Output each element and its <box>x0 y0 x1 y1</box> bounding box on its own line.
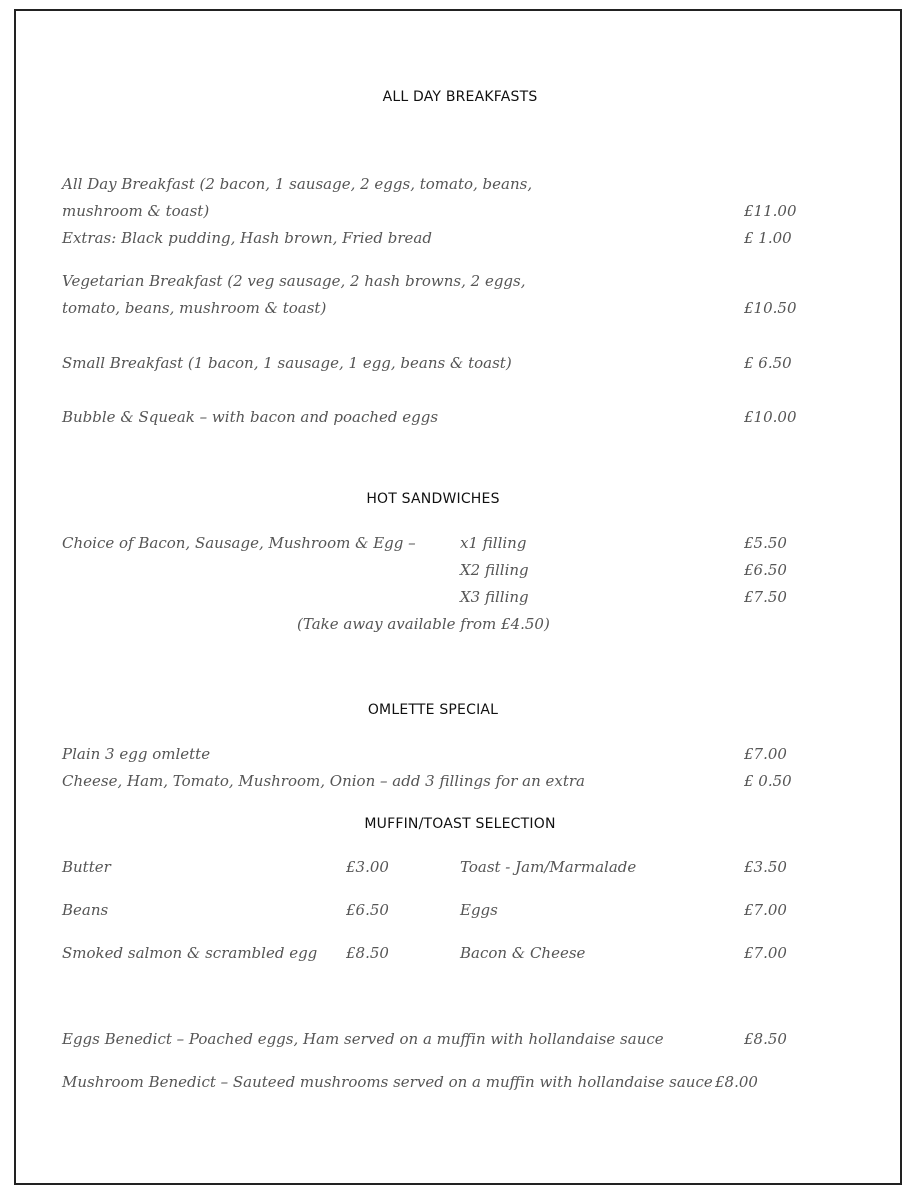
price-bubble-squeak: £10.00 <box>744 408 797 426</box>
heading-hot-sandwiches: HOT SANDWICHES <box>366 491 500 507</box>
sandwich-price-x1: £5.50 <box>744 534 787 552</box>
price-extras: £ 1.00 <box>744 229 792 247</box>
muffin-item-eggs: Eggs <box>460 901 498 919</box>
price-eggs-benedict: £8.50 <box>744 1030 787 1048</box>
muffin-price-beans: £6.50 <box>346 901 389 919</box>
sandwich-option-x1: x1 filling <box>460 534 527 552</box>
sandwich-description: Choice of Bacon, Sausage, Mushroom & Egg – <box>62 534 416 552</box>
muffin-item-smoked-salmon: Smoked salmon & scrambled egg <box>62 944 318 962</box>
price-plain-omlette: £7.00 <box>744 745 787 763</box>
price-all-day-breakfast: £11.00 <box>744 202 797 220</box>
item-omlette-fillings: Cheese, Ham, Tomato, Mushroom, Onion – add 3 fillings for an extra <box>62 772 585 790</box>
muffin-price-eggs: £7.00 <box>744 901 787 919</box>
takeaway-note: (Take away available from £4.50) <box>297 615 550 633</box>
heading-omlette-special: OMLETTE SPECIAL <box>367 702 499 718</box>
muffin-price-toast: £3.50 <box>744 858 787 876</box>
sandwich-price-x3: £7.50 <box>744 588 787 606</box>
price-mushroom-benedict: £8.00 <box>715 1073 758 1091</box>
item-eggs-benedict: Eggs Benedict – Poached eggs, Ham served on a muffin with hollandaise sauce <box>62 1030 664 1048</box>
item-small-breakfast: Small Breakfast (1 bacon, 1 sausage, 1 egg, beans & toast) <box>62 354 512 372</box>
heading-all-day-breakfasts: ALL DAY BREAKFASTS <box>382 89 538 105</box>
item-mushroom-benedict: Mushroom Benedict – Sauteed mushrooms served on a muffin with hollandaise sauce <box>62 1073 713 1091</box>
item-bubble-squeak: Bubble & Squeak – with bacon and poached eggs <box>62 408 439 426</box>
muffin-price-butter: £3.00 <box>346 858 389 876</box>
muffin-item-toast: Toast - Jam/Marmalade <box>460 858 637 876</box>
sandwich-option-x2: X2 filling <box>460 561 529 579</box>
muffin-item-butter: Butter <box>62 858 111 876</box>
item-vegetarian-breakfast-line2: tomato, beans, mushroom & toast) <box>62 299 327 317</box>
muffin-item-bacon-cheese: Bacon & Cheese <box>460 944 586 962</box>
menu-page <box>14 9 902 1185</box>
item-all-day-breakfast-line2: mushroom & toast) <box>62 202 210 220</box>
muffin-price-smoked-salmon: £8.50 <box>346 944 389 962</box>
price-vegetarian-breakfast: £10.50 <box>744 299 797 317</box>
price-omlette-fillings: £ 0.50 <box>744 772 792 790</box>
item-plain-omlette: Plain 3 egg omlette <box>62 745 211 763</box>
item-extras: Extras: Black pudding, Hash brown, Fried bread <box>62 229 432 247</box>
item-vegetarian-breakfast-line1: Vegetarian Breakfast (2 veg sausage, 2 hash browns, 2 eggs, <box>62 272 526 290</box>
item-all-day-breakfast-line1: All Day Breakfast (2 bacon, 1 sausage, 2 eggs, tomato, beans, <box>62 175 533 193</box>
muffin-price-bacon-cheese: £7.00 <box>744 944 787 962</box>
price-small-breakfast: £ 6.50 <box>744 354 792 372</box>
muffin-item-beans: Beans <box>62 901 109 919</box>
heading-muffin-toast: MUFFIN/TOAST SELECTION <box>364 816 556 832</box>
sandwich-price-x2: £6.50 <box>744 561 787 579</box>
sandwich-option-x3: X3 filling <box>460 588 529 606</box>
